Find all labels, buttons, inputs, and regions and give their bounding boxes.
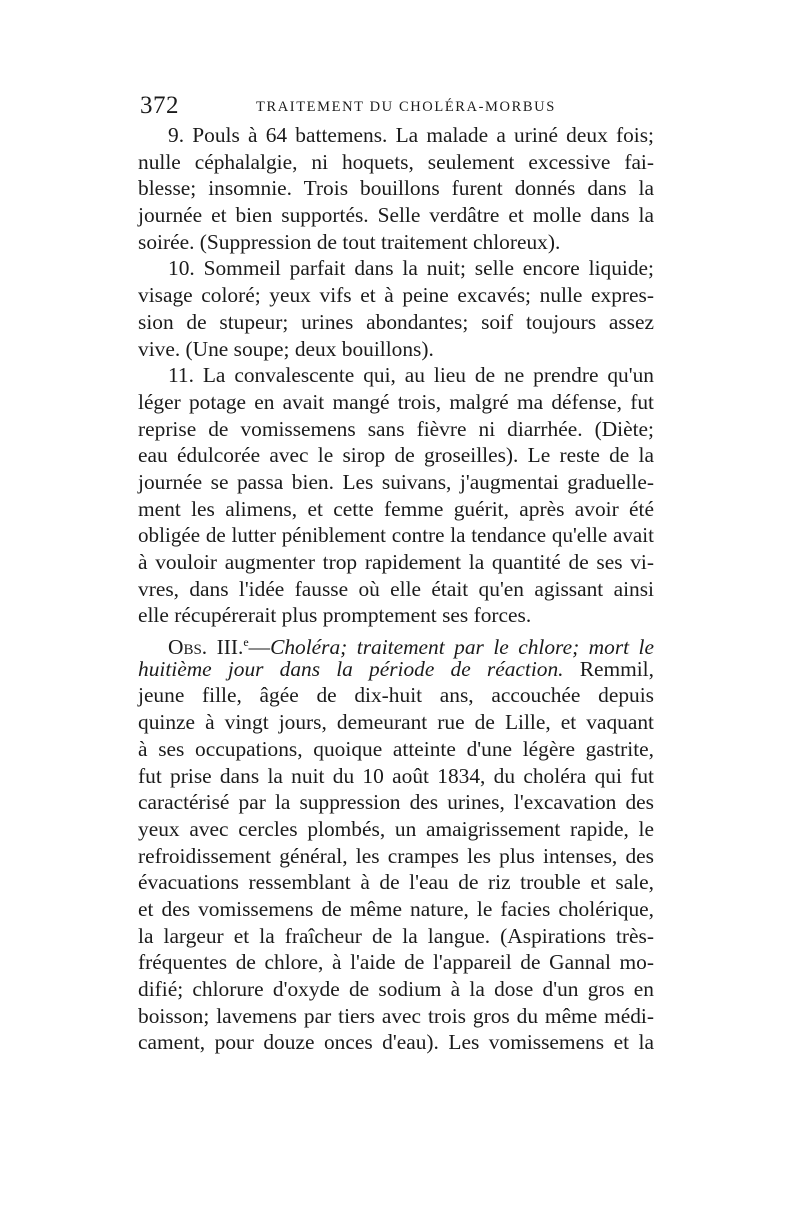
text-line: refroidissement général, les crampes les plus intenses, des [138,843,654,868]
text-line: léger potage en avait mangé trois, malgré ma défense, fut [138,389,654,414]
text-line: eau édulcorée avec le sirop de groseilles). Le reste de la [138,443,654,468]
text-line: ment les alimens, et cette femme guérit, après avoir été [138,496,654,521]
text-line: à vouloir augmenter trop rapidement la quantité de ses vi- [138,550,654,574]
page-header [140,92,660,122]
text-line: obligée de lutter péniblement contre la tendance qu'elle avait [138,523,654,548]
paragraphs-before-observation [138,122,654,629]
text-line: fréquentes de chlore, à l'aide de l'appareil de Gannal mo- [138,950,654,975]
text-line: vive. (Une soupe; deux bouillons). [138,336,434,361]
text-line: reprise de vomissemens sans fièvre ni diarrhée. (Diète; [138,416,654,441]
text-line: à ses occupations, quoique atteinte d'une légère gastrite, [138,736,654,761]
observation-dash: — [248,635,271,660]
text-line: 9. Pouls à 64 battemens. La malade a uriné deux fois; [168,123,654,147]
observation-number: III. [216,635,244,660]
text-line: jeune fille, âgée de dix-huit ans, accouchée depuis [138,683,654,708]
text-line: visage coloré; yeux vifs et à peine excavés; nulle expres- [138,283,654,308]
text-line: journée se passa bien. Les suivans, j'augmentai graduelle- [138,469,654,494]
observation-number-superscript: e [243,635,249,650]
text-line: la largeur et la fraîcheur de la langue. (Aspirations très- [138,923,654,948]
text-line: soirée. (Suppression de tout traitement chloreux). [138,229,561,254]
running-title: TRAITEMENT DU CHOLÉRA-MORBUS [256,99,556,115]
text-line: caractérisé par la suppression des urines, l'excavation des [138,790,654,815]
text-line: et des vomissemens de même nature, le facies cholérique, [138,896,654,921]
text-line: vres, dans l'idée fausse où elle était qu'en agissant ainsi [138,576,654,601]
text-line: 11. La convalescente qui, au lieu de ne prendre qu'un [168,363,654,388]
observation-heading-line-2 [138,656,654,683]
text-line: journée et bien supportés. Selle verdâtre et molle dans la [138,203,654,228]
text-line: boisson; lavemens par tiers avec trois gros du même médi- [138,1003,654,1028]
text-line: fut prise dans la nuit du 10 août 1834, du choléra qui fut [138,763,654,788]
text-line: évacuations ressemblant à de l'eau de riz trouble et sale, [138,870,654,895]
text-line: difié; chlorure d'oxyde de sodium à la dose d'un gros en [138,977,654,1001]
observation-text [138,682,654,1056]
observation-label: Obs. [168,635,208,660]
observation-title-part1: Choléra; traitement par le chlore; mort le [270,635,654,660]
text-line: blesse; insomnie. Trois bouillons furent donnés dans la [138,176,654,201]
text-line: yeux avec cercles plombés, un amaigrissement rapide, le [138,816,654,841]
text-line: quinze à vingt jours, demeurant rue de Lille, et vaquant [138,710,654,735]
body-text [138,122,654,1056]
text-line: nulle céphalalgie, ni hoquets, seulement excessive fai- [138,149,654,174]
observation-heading-line [138,629,654,660]
text-line: 10. Sommeil parfait dans la nuit; selle encore liquide; [168,256,654,281]
text-line: sion de stupeur; urines abondantes; soif toujours assez [138,309,654,334]
page-number: 372 [140,92,179,119]
observation-subject: Remmil, [579,656,654,681]
observation-title-part2: huitième jour dans la période de réaction. [138,656,564,681]
text-line: cament, pour douze onces d'eau). Les vomissemens et la [138,1030,654,1055]
text-line: elle récupérerait plus promptement ses forces. [138,603,532,628]
